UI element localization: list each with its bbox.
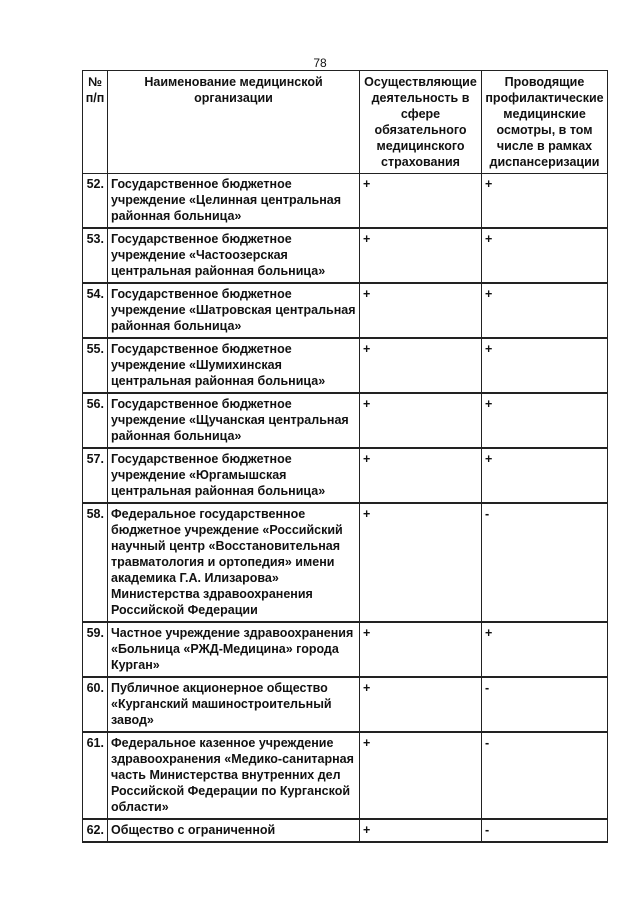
- organization-name: Государственное бюджетное учреждение «Частоозерская центральная районная больница»: [108, 228, 360, 283]
- oms-mark: +: [360, 622, 482, 677]
- table-row: [83, 677, 608, 732]
- organization-name: Федеральное казенное учреждение здравоохранения «Медико-санитарная часть Министерства внутренних дел Российской Федерации по Курганской области»: [108, 732, 360, 819]
- table-row: [83, 819, 608, 842]
- organization-name: Публичное акционерное общество «Курганский машиностроительный завод»: [108, 677, 360, 732]
- table-row: [83, 622, 608, 677]
- oms-mark: +: [360, 338, 482, 393]
- preventive-mark: -: [482, 732, 608, 819]
- preventive-mark: +: [482, 448, 608, 503]
- preventive-mark: -: [482, 503, 608, 622]
- table-row: [83, 503, 608, 622]
- row-number: 55.: [83, 338, 108, 393]
- row-number: 58.: [83, 503, 108, 622]
- organization-name: Государственное бюджетное учреждение «Шатровская центральная районная больница»: [108, 283, 360, 338]
- oms-mark: +: [360, 393, 482, 448]
- preventive-mark: -: [482, 677, 608, 732]
- table-row: [83, 393, 608, 448]
- preventive-mark: +: [482, 338, 608, 393]
- row-number: 52.: [83, 174, 108, 229]
- row-number: 56.: [83, 393, 108, 448]
- preventive-mark: +: [482, 622, 608, 677]
- table-header-row: [83, 71, 608, 174]
- preventive-mark: +: [482, 174, 608, 229]
- medical-organizations-table: [82, 70, 608, 843]
- oms-mark: +: [360, 448, 482, 503]
- organization-name: Государственное бюджетное учреждение «Щучанская центральная районная больница»: [108, 393, 360, 448]
- preventive-mark: -: [482, 819, 608, 842]
- row-number: 60.: [83, 677, 108, 732]
- row-number: 59.: [83, 622, 108, 677]
- oms-mark: +: [360, 283, 482, 338]
- oms-mark: +: [360, 677, 482, 732]
- preventive-mark: +: [482, 283, 608, 338]
- organization-name: Государственное бюджетное учреждение «Юргамышская центральная районная больница»: [108, 448, 360, 503]
- header-oms-activity: Осуществляющие деятельность в сфере обязательного медицинского страхования: [360, 71, 482, 174]
- row-number: 53.: [83, 228, 108, 283]
- organization-name: Общество с ограниченной: [108, 819, 360, 842]
- table-row: [83, 174, 608, 229]
- oms-mark: +: [360, 174, 482, 229]
- page-number: 78: [313, 56, 327, 70]
- preventive-mark: +: [482, 228, 608, 283]
- organization-name: Государственное бюджетное учреждение «Шумихинская центральная районная больница»: [108, 338, 360, 393]
- header-organization-name: Наименование медицинской организации: [108, 71, 360, 174]
- oms-mark: +: [360, 228, 482, 283]
- organization-name: Государственное бюджетное учреждение «Целинная центральная районная больница»: [108, 174, 360, 229]
- table-row: [83, 732, 608, 819]
- row-number: 54.: [83, 283, 108, 338]
- row-number: 62.: [83, 819, 108, 842]
- oms-mark: +: [360, 732, 482, 819]
- header-preventive-exams: Проводящие профилактические медицинские осмотры, в том числе в рамках диспансеризации: [482, 71, 608, 174]
- header-number: № п/п: [83, 71, 108, 174]
- table-row: [83, 338, 608, 393]
- table-row: [83, 448, 608, 503]
- table-row: [83, 283, 608, 338]
- row-number: 61.: [83, 732, 108, 819]
- row-number: 57.: [83, 448, 108, 503]
- oms-mark: +: [360, 819, 482, 842]
- table-row: [83, 228, 608, 283]
- organization-name: Федеральное государственное бюджетное учреждение «Российский научный центр «Восстановительная травматология и ортопедия» имени академика Г.А. Илизарова» Министерства здравоохранения Российской Федерации: [108, 503, 360, 622]
- oms-mark: +: [360, 503, 482, 622]
- organization-name: Частное учреждение здравоохранения «Больница «РЖД-Медицина» города Курган»: [108, 622, 360, 677]
- preventive-mark: +: [482, 393, 608, 448]
